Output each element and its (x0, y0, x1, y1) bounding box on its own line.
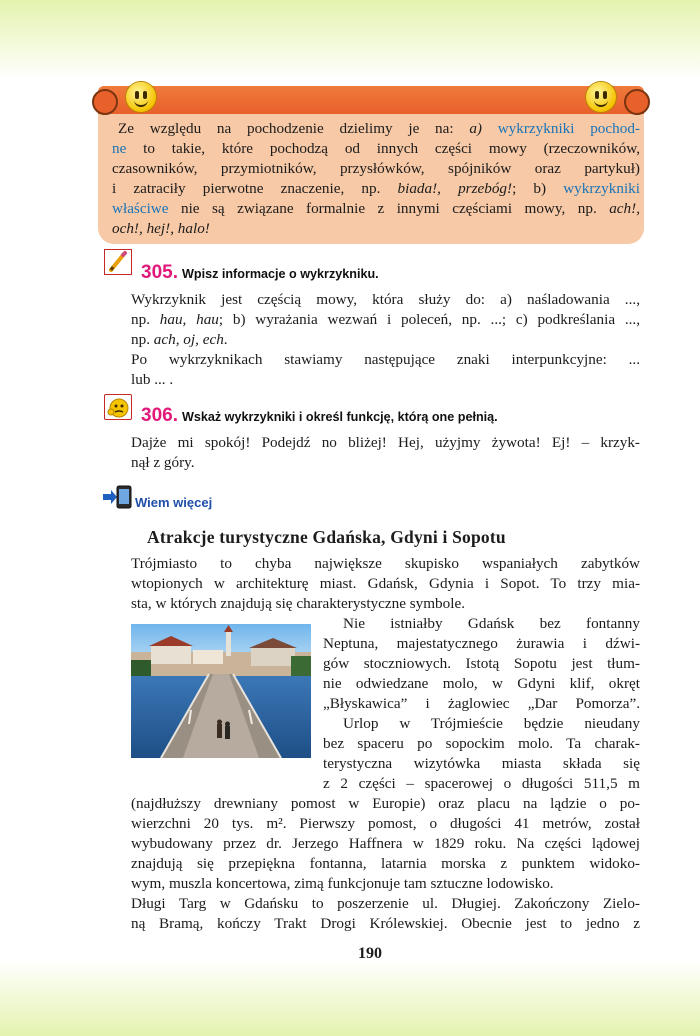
exercise-305-line: np. hau, hau; b) wyrażania wezwań i poleceń, np. ...; c) podkreślania ..., (131, 311, 641, 328)
article-line: terystyczna wizytówka miasta składa się (323, 755, 640, 772)
article-line: znajdują się przepiękna fontanna, latarnia morska z punktem widoko- (131, 855, 640, 872)
article-line: Trójmiasto to chyba największe skupisko wspaniałych zabytków (131, 555, 640, 572)
info-line: ne to takie, które pochodzą od innych części mowy (rzeczowników, (112, 140, 640, 157)
thinking-face-icon (104, 394, 132, 420)
article-line: gów stoczniowych. Istotą Sopotu jest tłum- (323, 655, 640, 672)
article-line: wierzchni 20 tys. m². Pierwszy pomost, o długości 41 metrów, został (131, 815, 640, 832)
exercise-305-line: np. ach, oj, ech. (131, 331, 228, 348)
wiem-wiecej-label: Wiem więcej (135, 495, 213, 510)
article-line: Długi Targ w Gdańsku to poszerzenie ul. Długiej. Zakończony Zielo- (131, 895, 640, 912)
exercise-305-number: 305. (141, 262, 178, 283)
article-line: z 2 części – spacerowej o długości 511,5 m (323, 775, 640, 792)
article-line: wybudowany przez dr. Jerzego Haffnera w 1829 roku. Na części lądowej (131, 835, 640, 852)
smiley-right-icon (586, 82, 616, 112)
article-line: Neptuna, majestatycznego żurawia i dźwi- (323, 635, 640, 652)
exercise-305-line: lub ... . (131, 371, 174, 388)
exercise-306-line: nął z góry. (131, 454, 195, 471)
article-line: Urlop w Trójmieście będzie nieudany (343, 715, 640, 732)
article-line: ną Bramą, kończy Trakt Drogi Królewskiej. Obecnie jest to jedno z (131, 915, 640, 932)
article-line: bez spaceru po sopockim molo. Ta charak- (323, 735, 640, 752)
exercise-305-line: Wykrzyknik jest częścią mowy, która służy do: a) naśladowania ..., (131, 291, 640, 308)
exercise-305-title: Wpisz informacje o wykrzykniku. (181, 267, 379, 281)
smiley-left-icon (126, 82, 156, 112)
article-line: wtopionych w architekturę miast. Gdańsk, Gdynia i Sopot. To trzy mia- (131, 575, 640, 592)
info-header-bar (98, 86, 644, 114)
page-number: 190 (358, 945, 382, 962)
exercise-306-number: 306. (141, 405, 178, 426)
article-line: nie odwiedzane molo, w Gdyni klif, okręt (323, 675, 640, 692)
info-line: Ze względu na pochodzenie dzielimy je na: a) wykrzykniki pochod- (118, 120, 640, 137)
tablet-icon (103, 484, 133, 515)
exercise-306-line: Dajże mi spokój! Podejdź no bliżej! Hej, użyjmy żywota! Ej! – krzyk- (131, 434, 640, 451)
pencil-icon (104, 249, 132, 275)
article-line: wym, muszla koncertowa, zimą funkcjonuje tam sztuczne lodowisko. (131, 875, 554, 892)
exercise-305-line: Po wykrzyknikach stawiamy następujące znaki interpunkcyjne: ... (131, 351, 640, 368)
article-line: „Błyskawica” i żaglowiec „Dar Pomorza”. (323, 695, 640, 712)
article-line: sta, w których znajdują się charakterystyczne symbole. (131, 595, 466, 612)
exercise-306-title: Wskaż wykrzykniki i określ funkcję, którą one pełnią. (181, 410, 498, 424)
info-line: och!, hej!, halo! (112, 220, 210, 237)
article-line: Nie istniałby Gdańsk bez fontanny (343, 615, 640, 632)
article-title: Atrakcje turystyczne Gdańska, Gdyni i Sopotu (147, 527, 506, 547)
info-line: czasowników, przymiotników, przysłówków, spójników oraz partykuł) (112, 160, 640, 177)
info-line: właściwe nie są związane formalnie z innymi częściami mowy, np. ach!, (112, 200, 640, 217)
scroll-curl-left-icon (92, 89, 118, 115)
scroll-curl-right-icon (624, 89, 650, 115)
article-line: (najdłuższy drewniany pomost w Europie) oraz placu na lądzie o po- (131, 795, 640, 812)
info-line: i zatraciły pierwotne znaczenie, np. biada!, przebóg!; b) wykrzykniki (112, 180, 640, 197)
sopot-pier-photo (131, 624, 311, 758)
